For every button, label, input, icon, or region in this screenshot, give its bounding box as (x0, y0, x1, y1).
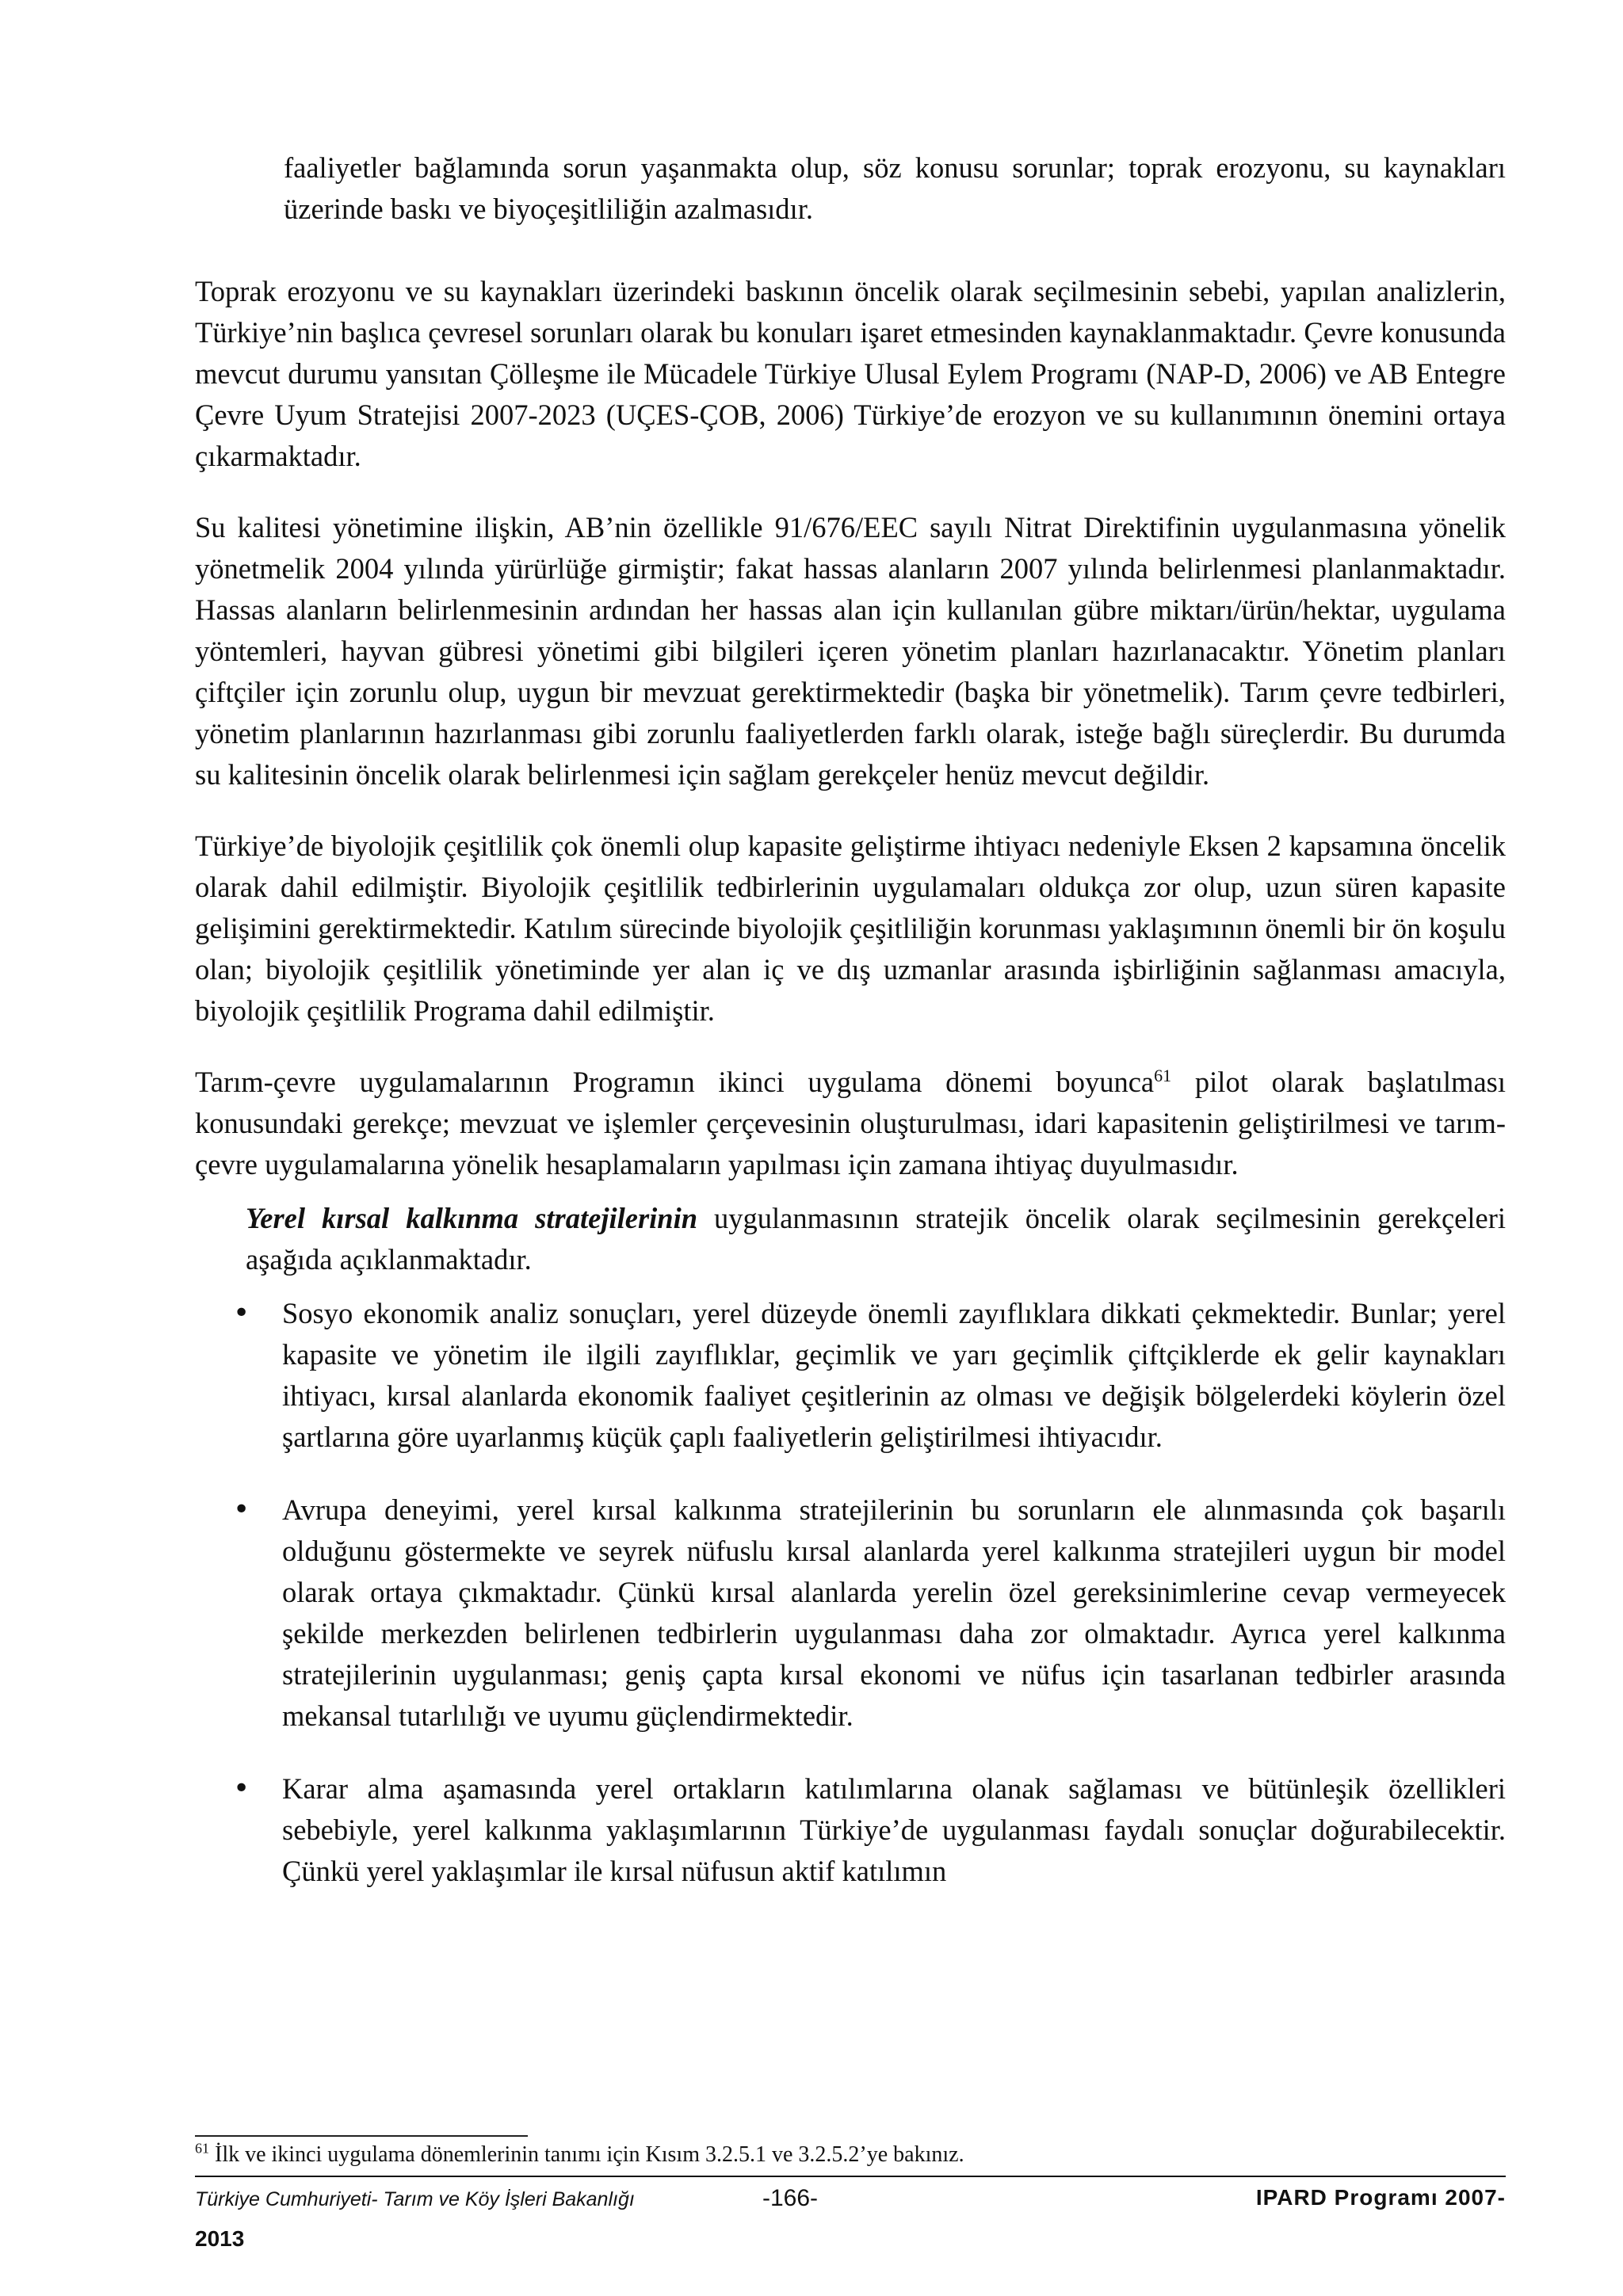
body-text (195, 147, 1506, 1892)
list-item (233, 1768, 1506, 1892)
footer-ministry: Türkiye Cumhuriyeti- Tarım ve Köy İşleri Bakanlığı (195, 2188, 635, 2210)
paragraph-agri-environment-part2: pilot olarak başlatılması konusundaki gerekçe; mevzuat ve işlemler çerçevesinin oluşturulması, idari kapasitenin geliştirilmesi ve tarım-çevre uygulamalarına yönelik hesaplamaların yapılması için zamana ihtiyaç duyulmasıdır. (195, 1066, 1506, 1180)
list-item-text: Sosyo ekonomik analiz sonuçları, yerel düzeyde önemli zayıflıklara dikkati çekmektedir. Bunlar; yerel kapasite ve yönetim ile ilgili zayıflıklar, geçimlik ve yarı geçimlik çiftçiklerde ek gelir kaynakları ihtiyacı, kırsal alanlarda ekonomik faaliyet çeşitlerinin az olması ve değişik bölgelerdeki köylerin özel şartlarına göre uyarlanmış küçük çaplı faaliyetlerin geliştirilmesi ihtiyacıdır. (282, 1297, 1506, 1453)
footnote-text: İlk ve ikinci uygulama dönemlerinin tanımı için Kısım 3.2.5.1 ve 3.2.5.2’ye bakınız. (209, 2142, 964, 2167)
emphasized-term: Yerel kırsal kalkınma stratejilerinin (246, 1202, 698, 1234)
bullet-list (195, 1293, 1506, 1892)
list-item-text: Avrupa deneyimi, yerel kırsal kalkınma stratejilerinin bu sorunların ele alınmasında çok başarılı olduğunu göstermekte ve seyrek nüfuslu kırsal alanlarda yerel kalkınma stratejileri uygun bir model olarak ortaya çıkmaktadır. Çünkü kırsal alanlarda yerelin özel gereksinimlerine cevap vermeyecek şekilde merkezden belirlenen tedbirlerin uygulanması daha zor olmaktadır. Ayrıca yerel kalkınma stratejilerinin uygulanması; geniş çapta kırsal ekonomi ve nüfus için tasarlanan tedbirler arasında mekansal tutarlılığı ve uyumu güçlendirmektedir. (282, 1493, 1506, 1732)
footnote (195, 2141, 1506, 2169)
paragraph-biodiversity: Türkiye’de biyolojik çeşitlilik çok önemli olup kapasite geliştirme ihtiyacı nedeniyle Eksen 2 kapsamına öncelik olarak dahil edilmiştir. Biyolojik çeşitlilik tedbirlerinin uygulamaları oldukça zor olup, uzun süren kapasite gelişimini gerektirmektedir. Katılım sürecinde biyolojik çeşitliliğin korunması yaklaşımının önemli bir ön koşulu olan; biyolojik çeşitlilik yönetiminde yer alan iç ve dış uzmanlar arasında işbirliğinin sağlanması amacıyla, biyolojik çeşitlilik Programa dahil edilmiştir. (195, 830, 1506, 1027)
paragraph-local-development (195, 1198, 1506, 1280)
footnote-number: 61 (195, 2140, 209, 2157)
paragraph-erosion: Toprak erozyonu ve su kaynakları üzerindeki baskının öncelik olarak seçilmesinin sebebi, yapılan analizlerin, Türkiye’nin başlıca çevresel sorunları olarak bu konuları işaret etmesinden kaynaklanmaktadır. Çevre konusunda mevcut durumu yansıtan Çölleşme ile Mücadele Türkiye Ulusal Eylem Programı (NAP-D, 2006) ve AB Entegre Çevre Uyum Stratejisi 2007-2023 (UÇES-ÇOB, 2006) Türkiye’de erozyon ve su kullanımının önemini ortaya çıkarmaktadır. (195, 275, 1506, 472)
page-footer (195, 2185, 1506, 2217)
list-item (233, 1293, 1506, 1458)
paragraph-agri-environment-part1: Tarım-çevre uygulamalarının Programın ikinci uygulama dönemi boyunca (195, 1066, 1155, 1098)
footnote-divider (195, 2135, 528, 2137)
paragraph-local-development-rest: uygulanmasının stratejik öncelik olarak seçilmesinin gerekçeleri aşağıda açıklanmaktadır. (246, 1202, 1506, 1276)
page-number: -166- (762, 2185, 819, 2211)
paragraph-intro-continuation: faaliyetler bağlamında sorun yaşanmakta olup, söz konusu sorunlar; toprak erozyonu, su kaynakları üzerinde baskı ve biyoçeşitliliğin azalmasıdır. (284, 151, 1506, 225)
bullet-icon: • (233, 1493, 250, 1526)
paragraph-agri-environment (195, 1062, 1506, 1185)
list-item (233, 1489, 1506, 1737)
footnote-reference[interactable]: 61 (1154, 1065, 1172, 1085)
footer-program-title: IPARD Programı 2007- (1255, 2185, 1506, 2210)
footer-year: 2013 (195, 2226, 245, 2251)
list-item-text: Karar alma aşamasında yerel ortakların katılımlarına olanak sağlaması ve bütünleşik özellikleri sebebiyle, yerel kalkınma yaklaşımlarının Türkiye’de uygulanması faydalı sonuçlar doğurabilecektir. Çünkü yerel yaklaşımlar ile kırsal nüfusun aktif katılımın (282, 1772, 1506, 1887)
footer-divider (195, 2176, 1506, 2177)
paragraph-water-quality: Su kalitesi yönetimine ilişkin, AB’nin özellikle 91/676/EEC sayılı Nitrat Direktifinin uygulanmasına yönelik yönetmelik 2004 yılında yürürlüğe girmiştir; fakat hassas alanların 2007 yılında belirlenmesi planlanmaktadır. Hassas alanların belirlenmesinin ardından her hassas alan için kullanılan gübre miktarı/ürün/hektar, uygulama yöntemleri, hayvan gübresi yönetimi gibi bilgileri içeren yönetim planları hazırlanacaktır. Yönetim planları çiftçiler için zorunlu olup, uygun bir mevzuat gerektirmektedir (başka bir yönetmelik). Tarım çevre tedbirleri, yönetim planlarının hazırlanması gibi zorunlu faaliyetlerden farklı olarak, isteğe bağlı süreçlerdir. Bu durumda su kalitesinin öncelik olarak belirlenmesi için sağlam gerekçeler henüz mevcut değildir. (195, 511, 1506, 791)
bullet-icon: • (233, 1297, 250, 1329)
bullet-icon: • (233, 1772, 250, 1805)
